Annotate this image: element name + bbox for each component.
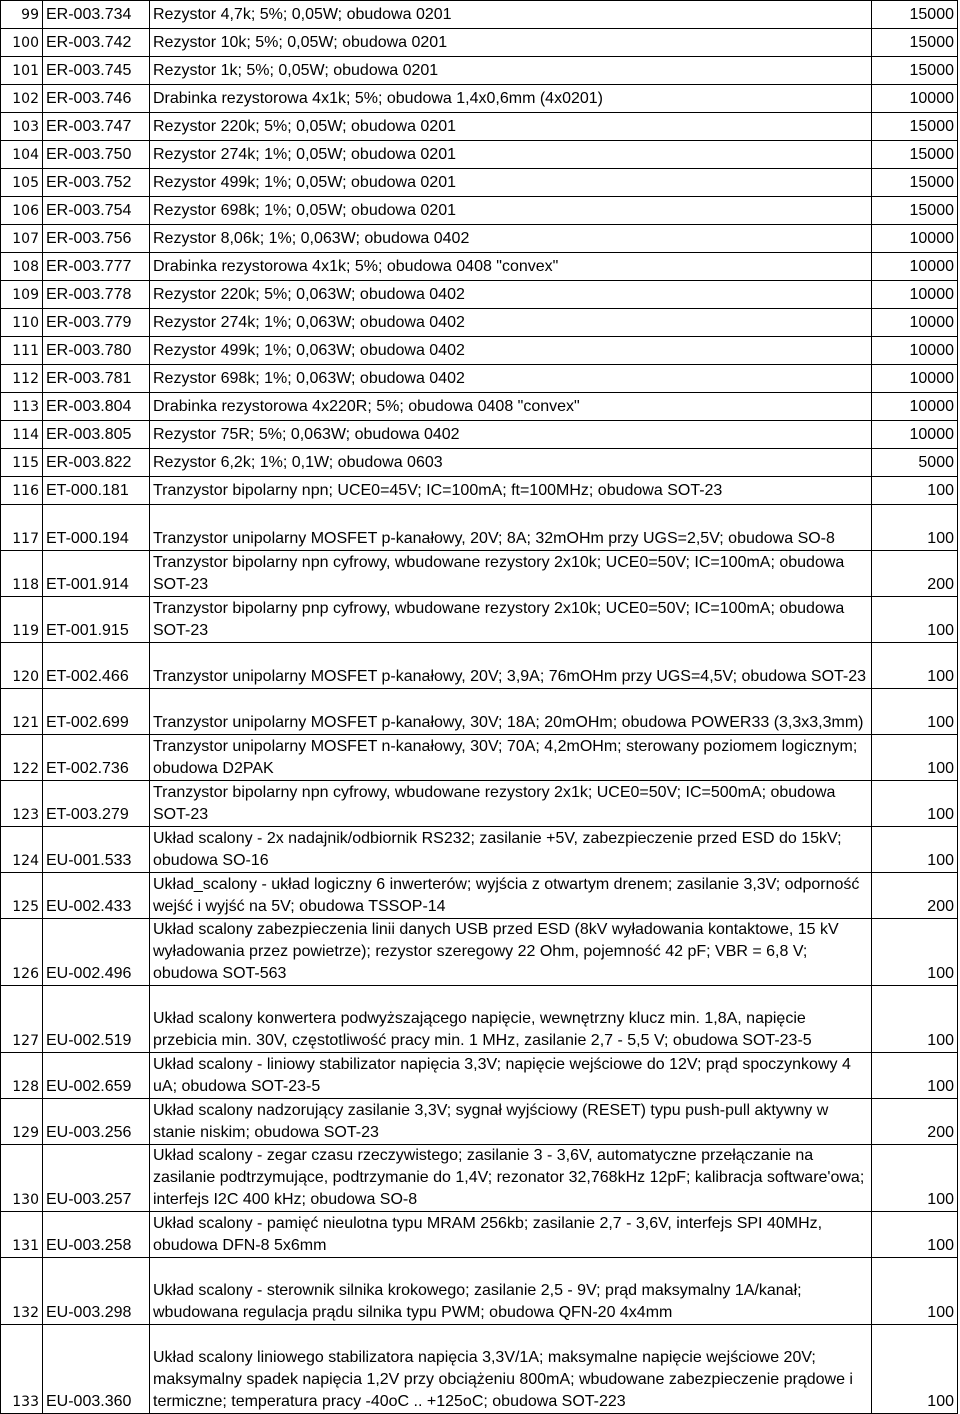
part-code: EU-003.257 (43, 1145, 150, 1212)
table-row (1, 449, 958, 477)
table-row (1, 113, 958, 141)
part-code: ET-003.279 (43, 781, 150, 827)
parts-table-body (1, 1, 958, 1414)
table-row (1, 827, 958, 873)
row-number: 113 (1, 393, 43, 421)
part-code: ER-003.750 (43, 141, 150, 169)
quantity: 15000 (872, 169, 958, 197)
part-code: ER-003.752 (43, 169, 150, 197)
part-code: ER-003.805 (43, 421, 150, 449)
part-code: ER-003.756 (43, 225, 150, 253)
quantity: 100 (872, 735, 958, 781)
part-code: EU-003.298 (43, 1258, 150, 1325)
part-code: ER-003.747 (43, 113, 150, 141)
quantity: 100 (872, 827, 958, 873)
row-number: 115 (1, 449, 43, 477)
quantity: 15000 (872, 1, 958, 29)
part-description: Rezystor 4,7k; 5%; 0,05W; obudowa 0201 (150, 1, 872, 29)
quantity: 100 (872, 643, 958, 689)
row-number: 99 (1, 1, 43, 29)
quantity: 15000 (872, 197, 958, 225)
table-row (1, 337, 958, 365)
row-number: 116 (1, 477, 43, 505)
part-code: EU-003.258 (43, 1212, 150, 1258)
part-code: EU-002.519 (43, 986, 150, 1053)
row-number: 110 (1, 309, 43, 337)
part-code: EU-003.360 (43, 1325, 150, 1414)
quantity: 100 (872, 986, 958, 1053)
part-description: Tranzystor unipolarny MOSFET n-kanałowy, 30V; 70A; 4,2mOHm; sterowany poziomem logicznym; obudowa D2PAK (150, 735, 872, 781)
row-number: 111 (1, 337, 43, 365)
part-description: Rezystor 698k; 1%; 0,063W; obudowa 0402 (150, 365, 872, 393)
row-number: 105 (1, 169, 43, 197)
part-code: ER-003.742 (43, 29, 150, 57)
quantity: 15000 (872, 57, 958, 85)
row-number: 118 (1, 551, 43, 597)
part-description: Drabinka rezystorowa 4x1k; 5%; obudowa 1,4x0,6mm (4x0201) (150, 85, 872, 113)
row-number: 102 (1, 85, 43, 113)
table-row (1, 1325, 958, 1414)
quantity: 100 (872, 1212, 958, 1258)
part-description: Tranzystor bipolarny npn; UCE0=45V; IC=100mA; ft=100MHz; obudowa SOT-23 (150, 477, 872, 505)
table-row (1, 281, 958, 309)
table-row (1, 169, 958, 197)
part-code: ET-001.914 (43, 551, 150, 597)
row-number: 122 (1, 735, 43, 781)
quantity: 100 (872, 1053, 958, 1099)
part-code: ER-003.780 (43, 337, 150, 365)
row-number: 104 (1, 141, 43, 169)
part-code: ER-003.777 (43, 253, 150, 281)
part-code: ER-003.822 (43, 449, 150, 477)
quantity: 100 (872, 505, 958, 551)
row-number: 100 (1, 29, 43, 57)
row-number: 126 (1, 919, 43, 986)
row-number: 101 (1, 57, 43, 85)
part-description: Rezystor 1k; 5%; 0,05W; obudowa 0201 (150, 57, 872, 85)
part-code: EU-003.256 (43, 1099, 150, 1145)
table-row (1, 1053, 958, 1099)
quantity: 10000 (872, 281, 958, 309)
quantity: 100 (872, 1145, 958, 1212)
table-row (1, 1212, 958, 1258)
part-description: Drabinka rezystorowa 4x1k; 5%; obudowa 0408 "convex" (150, 253, 872, 281)
part-code: ET-002.699 (43, 689, 150, 735)
table-row (1, 393, 958, 421)
quantity: 15000 (872, 113, 958, 141)
table-row (1, 919, 958, 986)
table-row (1, 873, 958, 919)
table-row (1, 551, 958, 597)
part-description: Rezystor 274k; 1%; 0,05W; obudowa 0201 (150, 141, 872, 169)
table-row (1, 253, 958, 281)
part-code: ER-003.778 (43, 281, 150, 309)
table-row (1, 597, 958, 643)
part-code: ER-003.746 (43, 85, 150, 113)
quantity: 100 (872, 689, 958, 735)
part-description: Układ scalony liniowego stabilizatora napięcia 3,3V/1A; maksymalne napięcie wejściowe 20V; maksymalny spadek napięcia 1,2V przy obciążeniu 800mA; wbudowane zabezpieczenie prądowe i termiczne; temperatura pracy -40oC .. +125oC; obudowa SOT-223 (150, 1325, 872, 1414)
row-number: 106 (1, 197, 43, 225)
part-code: ER-003.754 (43, 197, 150, 225)
part-code: ER-003.781 (43, 365, 150, 393)
row-number: 103 (1, 113, 43, 141)
part-description: Układ scalony - liniowy stabilizator napięcia 3,3V; napięcie wejściowe do 12V; prąd spoczynkowy 4 uA; obudowa SOT-23-5 (150, 1053, 872, 1099)
part-description: Rezystor 499k; 1%; 0,05W; obudowa 0201 (150, 169, 872, 197)
part-code: ER-003.745 (43, 57, 150, 85)
row-number: 117 (1, 505, 43, 551)
quantity: 15000 (872, 141, 958, 169)
row-number: 128 (1, 1053, 43, 1099)
table-row (1, 986, 958, 1053)
row-number: 129 (1, 1099, 43, 1145)
part-description: Tranzystor bipolarny pnp cyfrowy, wbudowane rezystory 2x10k; UCE0=50V; IC=100mA; obudowa SOT-23 (150, 597, 872, 643)
row-number: 127 (1, 986, 43, 1053)
part-description: Tranzystor unipolarny MOSFET p-kanałowy, 20V; 8A; 32mOHm przy UGS=2,5V; obudowa SO-8 (150, 505, 872, 551)
quantity: 100 (872, 1258, 958, 1325)
row-number: 132 (1, 1258, 43, 1325)
part-description: Układ scalony - pamięć nieulotna typu MRAM 256kb; zasilanie 2,7 - 3,6V, interfejs SPI 40MHz, obudowa DFN-8 5x6mm (150, 1212, 872, 1258)
quantity: 100 (872, 781, 958, 827)
quantity: 200 (872, 551, 958, 597)
table-row (1, 735, 958, 781)
quantity: 5000 (872, 449, 958, 477)
table-row (1, 421, 958, 449)
part-description: Układ_scalony - układ logiczny 6 inwerterów; wyjścia z otwartym drenem; zasilanie 3,3V; odporność wejść i wyjść na 5V; obudowa TSSOP-14 (150, 873, 872, 919)
quantity: 100 (872, 919, 958, 986)
quantity: 15000 (872, 29, 958, 57)
row-number: 108 (1, 253, 43, 281)
table-row (1, 1099, 958, 1145)
quantity: 10000 (872, 309, 958, 337)
quantity: 10000 (872, 337, 958, 365)
part-description: Układ scalony - sterownik silnika krokowego; zasilanie 2,5 - 9V; prąd maksymalny 1A/kanał; wbudowana regulacja prądu silnika typu PWM; obudowa QFN-20 4x4mm (150, 1258, 872, 1325)
part-code: ET-001.915 (43, 597, 150, 643)
quantity: 10000 (872, 253, 958, 281)
part-description: Tranzystor unipolarny MOSFET p-kanałowy, 20V; 3,9A; 76mOHm przy UGS=4,5V; obudowa SOT-23 (150, 643, 872, 689)
part-description: Tranzystor bipolarny npn cyfrowy, wbudowane rezystory 2x10k; UCE0=50V; IC=100mA; obudowa SOT-23 (150, 551, 872, 597)
part-code: ER-003.734 (43, 1, 150, 29)
part-description: Układ scalony konwertera podwyższającego napięcie, wewnętrzny klucz min. 1,8A, napięcie przebicia min. 30V, częstotliwość pracy min. 1 MHz, zasilanie 2,7 - 5,5 V; obudowa SOT-23-5 (150, 986, 872, 1053)
quantity: 10000 (872, 365, 958, 393)
table-row (1, 141, 958, 169)
table-row (1, 477, 958, 505)
part-description: Rezystor 6,2k; 1%; 0,1W; obudowa 0603 (150, 449, 872, 477)
row-number: 131 (1, 1212, 43, 1258)
table-row (1, 85, 958, 113)
part-description: Układ scalony nadzorujący zasilanie 3,3V; sygnał wyjściowy (RESET) typu push-pull aktywny w stanie niskim; obudowa SOT-23 (150, 1099, 872, 1145)
part-code: ER-003.779 (43, 309, 150, 337)
table-row (1, 1, 958, 29)
row-number: 121 (1, 689, 43, 735)
table-row (1, 781, 958, 827)
part-description: Tranzystor bipolarny npn cyfrowy, wbudowane rezystory 2x1k; UCE0=50V; IC=500mA; obudowa SOT-23 (150, 781, 872, 827)
part-description: Układ scalony - zegar czasu rzeczywistego; zasilanie 3 - 3,6V, automatyczne przełączanie na zasilanie podtrzymujące, podtrzymanie do 1,4V; rezonator 32,768kHz 12pF; kalibracja software'owa; interfejs I2C 400 kHz; obudowa SO-8 (150, 1145, 872, 1212)
table-row (1, 197, 958, 225)
quantity: 10000 (872, 225, 958, 253)
row-number: 114 (1, 421, 43, 449)
table-row (1, 689, 958, 735)
quantity: 10000 (872, 85, 958, 113)
quantity: 10000 (872, 421, 958, 449)
part-code: ET-002.466 (43, 643, 150, 689)
table-row (1, 1258, 958, 1325)
part-description: Rezystor 10k; 5%; 0,05W; obudowa 0201 (150, 29, 872, 57)
row-number: 112 (1, 365, 43, 393)
table-row (1, 643, 958, 689)
part-description: Drabinka rezystorowa 4x220R; 5%; obudowa 0408 "convex" (150, 393, 872, 421)
part-description: Rezystor 75R; 5%; 0,063W; obudowa 0402 (150, 421, 872, 449)
part-code: ER-003.804 (43, 393, 150, 421)
row-number: 119 (1, 597, 43, 643)
part-code: EU-002.659 (43, 1053, 150, 1099)
quantity: 200 (872, 873, 958, 919)
quantity: 100 (872, 1325, 958, 1414)
row-number: 107 (1, 225, 43, 253)
part-code: ET-000.181 (43, 477, 150, 505)
part-description: Rezystor 499k; 1%; 0,063W; obudowa 0402 (150, 337, 872, 365)
part-code: EU-001.533 (43, 827, 150, 873)
table-row (1, 309, 958, 337)
part-description: Tranzystor unipolarny MOSFET p-kanałowy, 30V; 18A; 20mOHm; obudowa POWER33 (3,3x3,3mm) (150, 689, 872, 735)
part-description: Rezystor 8,06k; 1%; 0,063W; obudowa 0402 (150, 225, 872, 253)
part-code: EU-002.433 (43, 873, 150, 919)
table-row (1, 57, 958, 85)
part-description: Rezystor 274k; 1%; 0,063W; obudowa 0402 (150, 309, 872, 337)
part-code: ET-000.194 (43, 505, 150, 551)
quantity: 100 (872, 597, 958, 643)
row-number: 130 (1, 1145, 43, 1212)
part-code: ET-002.736 (43, 735, 150, 781)
row-number: 120 (1, 643, 43, 689)
part-description: Rezystor 220k; 5%; 0,05W; obudowa 0201 (150, 113, 872, 141)
row-number: 123 (1, 781, 43, 827)
part-description: Układ scalony zabezpieczenia linii danych USB przed ESD (8kV wyładowania kontaktowe, 15 kV wyładowania przez powietrze); rezystor szeregowy 22 Ohm, pojemność 42 pF; VBR = 6,8 V; obudowa SOT-563 (150, 919, 872, 986)
part-code: EU-002.496 (43, 919, 150, 986)
part-description: Rezystor 220k; 5%; 0,063W; obudowa 0402 (150, 281, 872, 309)
part-description: Układ scalony - 2x nadajnik/odbiornik RS232; zasilanie +5V, zabezpieczenie przed ESD do 15kV; obudowa SO-16 (150, 827, 872, 873)
row-number: 125 (1, 873, 43, 919)
quantity: 10000 (872, 393, 958, 421)
table-row (1, 365, 958, 393)
row-number: 124 (1, 827, 43, 873)
part-description: Rezystor 698k; 1%; 0,05W; obudowa 0201 (150, 197, 872, 225)
table-row (1, 29, 958, 57)
table-row (1, 1145, 958, 1212)
table-row (1, 225, 958, 253)
row-number: 133 (1, 1325, 43, 1414)
quantity: 200 (872, 1099, 958, 1145)
row-number: 109 (1, 281, 43, 309)
table-row (1, 505, 958, 551)
quantity: 100 (872, 477, 958, 505)
